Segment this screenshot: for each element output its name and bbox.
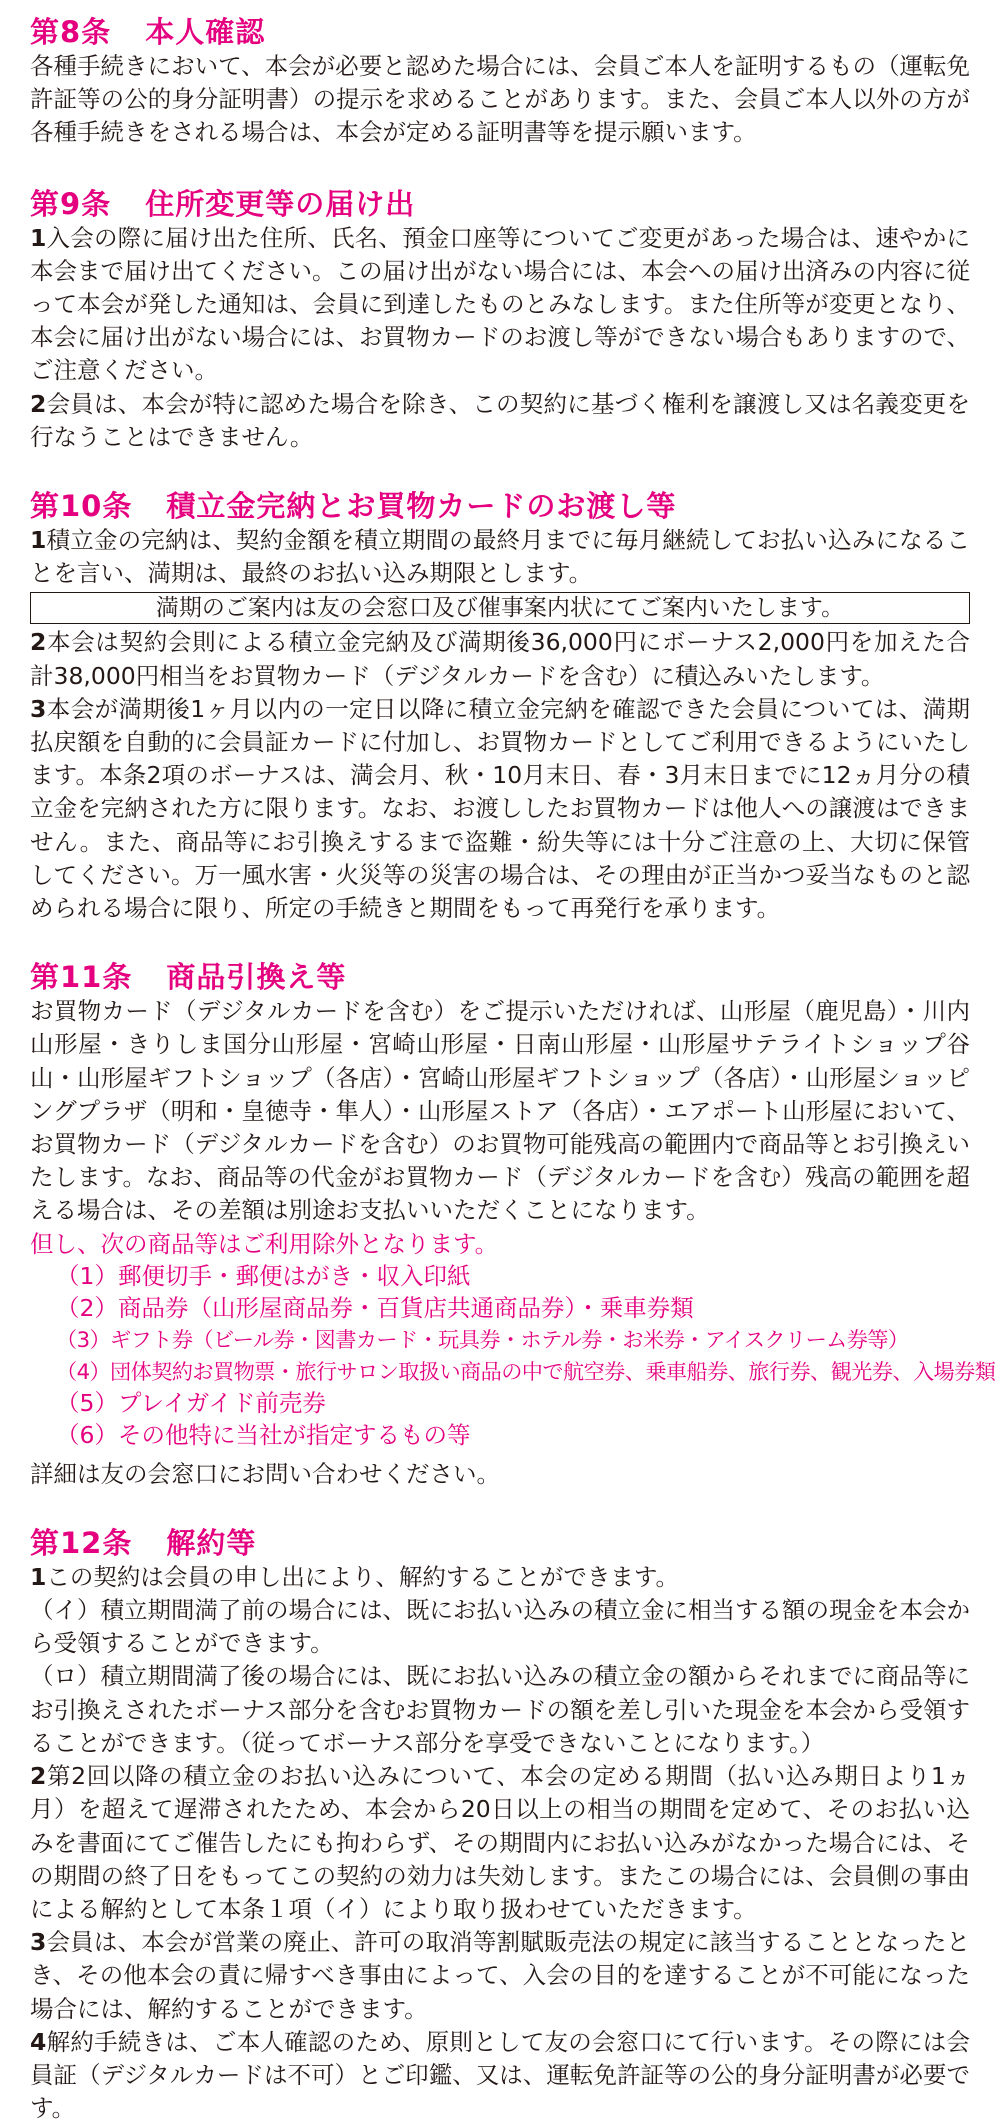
article-number: 第9条 (30, 186, 112, 221)
exclusion-item: （1）郵便切手・郵便はがき・収入印紙 (56, 1261, 471, 1290)
paragraph-text: 入会の際に届け出た住所、氏名、預金口座等についてご変更があった場合は、速やかに本会まで届け出てください。この届け出がない場合には、本会への届け出済みの内容に従って本会が発した通知は、会員に到達したものとみなします。また住所等が変更となり、本会に届け出がない場合には、お買物カードのお渡し等ができない場合もありますので、ご注意ください。 (30, 223, 970, 385)
paragraph-text: 積立金の完納は、契約金額を積立期間の最終月までに毎月継続してお払い込みになることを言い、満期は、最終のお払い込み期限とします。 (30, 526, 970, 588)
paragraph-number: 2 (30, 628, 47, 657)
paragraph-number: 1 (30, 526, 47, 555)
article-12-para-1 (30, 1561, 970, 1594)
article-9-para-2 (30, 388, 970, 454)
paragraph-number: 2 (30, 1762, 47, 1791)
paragraph-text: 本会が満期後1ヶ月以内の一定日以降に積立金完納を確認できた会員については、満期払戻額を自動的に会員証カードに付加し、お買物カードとしてご利用できるようにいたします。本条2項のボーナスは、満会月、秋・10月末日、春・3月末日までに12ヵ月分の積立金を完納された方に限ります。なお、お渡ししたお買物カードは他人への譲渡はできません。また、商品等にお引換えするまで盗難・紛失等には十分ご注意の上、大切に保管してください。万一風水害・火災等の災害の場合は、その理由が正当かつ妥当なものと認められる場合に限り、所定の手続きと期間をもって再発行を承ります。 (30, 694, 970, 923)
article-10-para-3 (30, 693, 970, 925)
article-11-body: お買物カード（デジタルカードを含む）をご提示いただければ、山形屋（鹿児島）・川内山形屋・きりしま国分山形屋・宮崎山形屋・日南山形屋・山形屋サテライトショップ谷山・山形屋ギフトショップ（各店）・宮崎山形屋ギフトショップ（各店）・山形屋ショッピングプラザ（明和・皇徳寺・隼人）・山形屋ストア（各店）・エアポート山形屋において、お買物カード（デジタルカードを含む）のお買物可能残高の範囲内で商品等とお引換えいたします。なお、商品等の代金がお買物カード（デジタルカードを含む）残高の範囲を超える場合は、その差額は別途お支払いいただくことになります。 (30, 997, 970, 1225)
article-number: 第10条 (30, 489, 133, 524)
article-heading: 商品引換え等 (166, 960, 347, 995)
inquiry-note: 詳細は友の会窓口にお問い合わせください。 (30, 1459, 500, 1488)
article-8 (30, 14, 970, 150)
article-heading: 積立金完納とお買物カードのお渡し等 (166, 489, 677, 524)
article-number: 第8条 (30, 15, 112, 49)
exclusion-list (30, 1261, 996, 1452)
paragraph-number: 2 (30, 389, 47, 418)
paragraph-number: 1 (30, 1562, 47, 1591)
article-9-title (30, 186, 970, 222)
article-8-title (30, 14, 970, 50)
article-12-para-2 (30, 1760, 970, 1926)
article-12-title (30, 1525, 970, 1561)
exclusion-item: （5）プレイガイド前売券 (56, 1389, 326, 1418)
article-11 (30, 959, 996, 1491)
paragraph-text: 本会は契約会則による積立金完納及び満期後36,000円にボーナス2,000円を加えた合計38,000円相当をお買物カード（デジタルカードを含む）に積込みいたします。 (30, 628, 970, 690)
article-12-para-4 (30, 2026, 970, 2125)
article-11-title (30, 959, 970, 995)
exclusion-intro: 但し、次の商品等はご利用除外となります。 (30, 1229, 499, 1258)
exclusion-item: （4）団体契約お買物票・旅行サロン取扱い商品の中で航空券、乗車船券、旅行券、観光券、入場券類 (56, 1359, 996, 1385)
maturity-notice-box: 満期のご案内は友の会窓口及び催事案内状にてご案内いたします。 (30, 592, 970, 624)
paragraph-text: 第2回以降の積立金のお払い込みについて、本会の定める期間（払い込み期日より1ヵ月）を超えて遅滞されたため、本会から20日以上の相当の期間を定めて、そのお払い込みを書面にてご催告したにも拘わらず、その期間内にお払い込みがなかった場合には、その期間の終了日をもってこの契約の効力は失効します。またこの場合には、会員側の事由による解約として本条１項（イ）により取り扱わせていただきます。 (30, 1762, 970, 1923)
article-number: 第12条 (30, 1525, 133, 1560)
article-heading: 本人確認 (145, 15, 266, 49)
exclusion-item: （3）ギフト券（ビール券・図書カード・玩具券・ホテル券・お米券・アイスクリーム券等） (56, 1327, 909, 1353)
article-10-para-2 (30, 626, 970, 692)
exclusion-item: （2）商品券（山形屋商品券・百貨店共通商品券）・乗車券類 (56, 1293, 694, 1322)
article-12-para-1-ro: （ロ）積立期間満了後の場合には、既にお払い込みの積立金の額からそれまでに商品等にお引換えされたボーナス部分を含むお買物カードの額を差し引いた現金を本会から受領することができます。（従ってボーナス部分を享受できないことになります。） (30, 1662, 970, 1757)
paragraph-number: 4 (30, 2027, 47, 2056)
article-10-title (30, 488, 970, 524)
article-10 (30, 488, 970, 925)
paragraph-text: 解約手続きは、ご本人確認のため、原則として友の会窓口にて行います。その際には会員証（デジタルカードは不可）とご印鑑、又は、運転免許証等の公的身分証明書が必要です。 (30, 2027, 970, 2123)
article-9 (30, 186, 970, 454)
paragraph-text: 会員は、本会が営業の廃止、許可の取消等割賦販売法の規定に該当することとなったとき、その他本会の責に帰すべき事由によって、入会の目的を達することが不可能になった場合には、解約することができます。 (30, 1928, 970, 2023)
article-8-body: 各種手続きにおいて、本会が必要と認めた場合には、会員ご本人を証明するもの（運転免許証等の公的身分証明書）の提示を求めることがあります。また、会員ご本人以外の方が各種手続きをされる場合は、本会が定める証明書等を提示願います。 (30, 52, 970, 147)
article-number: 第11条 (30, 960, 133, 995)
paragraph-text: この契約は会員の申し出により、解約することができます。 (46, 1562, 679, 1591)
article-heading: 住所変更等の届け出 (145, 186, 416, 221)
article-12-para-3 (30, 1926, 970, 2026)
paragraph-number: 3 (30, 1928, 47, 1957)
article-heading: 解約等 (166, 1525, 257, 1560)
article-9-para-1 (30, 222, 970, 388)
article-10-para-1 (30, 524, 970, 590)
article-12-para-1-i: （イ）積立期間満了前の場合には、既にお払い込みの積立金に相当する額の現金を本会から受領することができます。 (30, 1596, 970, 1658)
paragraph-text: 会員は、本会が特に認めた場合を除き、この契約に基づく権利を譲渡し又は名義変更を行なうことはできません。 (30, 389, 970, 451)
paragraph-number: 1 (30, 223, 47, 252)
article-12 (30, 1525, 970, 2125)
paragraph-number: 3 (30, 694, 47, 723)
exclusion-item: （6）その他特に当社が指定するもの等 (56, 1420, 471, 1449)
